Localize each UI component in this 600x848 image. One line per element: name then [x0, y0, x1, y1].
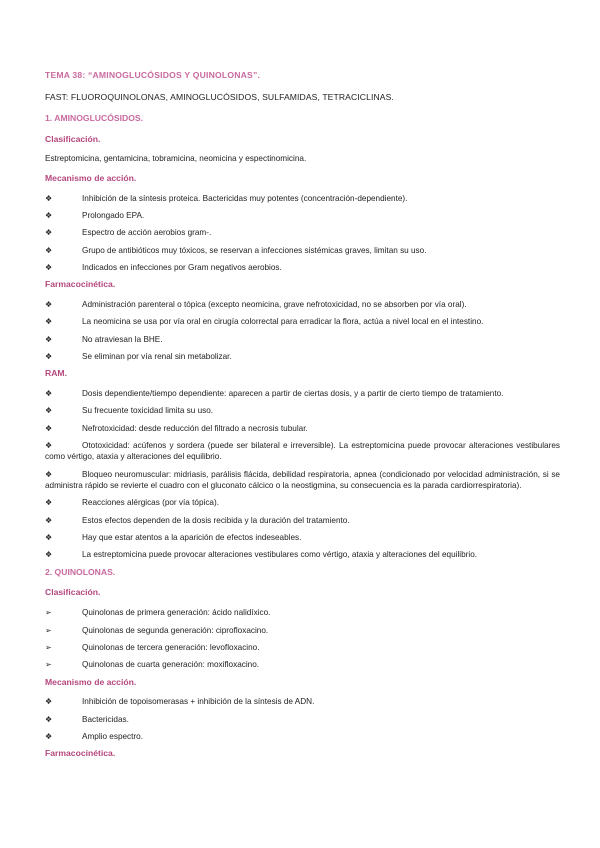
quinolonas-clasificacion-list	[45, 607, 560, 670]
list-item: ❖ Reacciones alérgicas (por vía tópica).	[45, 498, 219, 508]
list-item: ❖ Indicados en infecciones por Gram negativos aerobios.	[45, 262, 282, 272]
list-item: ❖ Nefrotoxicidad: desde reducción del filtrado a necrosis tubular.	[45, 423, 308, 433]
subheading-clasificacion-2: Clasificación.	[45, 587, 101, 598]
list-item: ➢ Quinolonas de segunda generación: ciprofloxacino.	[45, 625, 269, 635]
list-item: ❖ Inhibición de topoisomerasas + inhibición de la síntesis de ADN.	[45, 697, 315, 707]
list-item: ❖ Prolongado EPA.	[45, 210, 145, 220]
list-item: ❖ Inhibición de la síntesis proteica. Bactericidas muy potentes (concentración-dependiente).	[45, 193, 408, 203]
ram-list	[45, 388, 560, 560]
arrow-bullet-icon: ➢	[45, 608, 52, 618]
diamond-bullet-icon: ❖	[45, 334, 53, 344]
diamond-bullet-icon: ❖	[45, 550, 53, 560]
diamond-bullet-icon: ❖	[45, 389, 53, 399]
list-item: ❖ Hay que estar atentos a la aparición de efectos indeseables.	[45, 532, 302, 542]
list-item: ❖ Estos efectos dependen de la dosis recibida y la duración del tratamiento.	[45, 515, 350, 525]
diamond-bullet-icon: ❖	[45, 697, 53, 707]
list-item: ❖ La estreptomicina puede provocar alteraciones vestibulares como vértigo, ataxia y alteraciones del equilibrio.	[45, 550, 478, 560]
list-item: ❖ La neomicina se usa por vía oral en cirugía colorrectal para erradicar la flora, actúa a nivel local en el intestino.	[45, 317, 484, 327]
farmacocinetica-list	[45, 299, 560, 362]
list-item: ➢ Quinolonas de primera generación: ácido nalidíxico.	[45, 608, 271, 618]
section-heading-aminoglucosidos: 1. AMINOGLUCÓSIDOS.	[45, 112, 144, 123]
subheading-ram: RAM.	[45, 368, 67, 379]
mecanismo-list	[45, 193, 560, 274]
diamond-bullet-icon: ❖	[45, 714, 53, 724]
subheading-farmacocinetica-2: Farmacocinética.	[45, 748, 116, 759]
subheading-clasificacion: Clasificación.	[45, 133, 101, 144]
diamond-bullet-icon: ❖	[45, 406, 53, 416]
diamond-bullet-icon: ❖	[45, 210, 53, 220]
arrow-bullet-icon: ➢	[45, 660, 52, 670]
list-item: ❖ Bactericidas.	[45, 714, 129, 724]
diamond-bullet-icon: ❖	[45, 441, 53, 451]
diamond-bullet-icon: ❖	[45, 228, 53, 238]
list-item: ❖ Dosis dependiente/tiempo dependiente: aparecen a partir de ciertas dosis, y a partir de cierto tiempo de tratamiento.	[45, 389, 504, 399]
list-item: ❖ Espectro de acción aerobios gram-.	[45, 228, 212, 238]
diamond-bullet-icon: ❖	[45, 515, 53, 525]
list-item: ❖ Grupo de antibióticos muy tóxicos, se reservan a infecciones sistémicas graves, limitan su uso.	[45, 245, 427, 255]
list-item: ❖ Administración parenteral o tópica (excepto neomicina, grave nefrotoxicidad, no se absorben por vía oral).	[45, 300, 467, 310]
diamond-bullet-icon: ❖	[45, 469, 53, 479]
quinolonas-mecanismo-list	[45, 696, 560, 742]
diamond-bullet-icon: ❖	[45, 245, 53, 255]
list-item: ➢ Quinolonas de cuarta generación: moxifloxacino.	[45, 660, 260, 670]
diamond-bullet-icon: ❖	[45, 732, 53, 742]
diamond-bullet-icon: ❖	[45, 317, 53, 327]
subheading-mecanismo-2: Mecanismo de acción.	[45, 676, 137, 687]
diamond-bullet-icon: ❖	[45, 300, 53, 310]
document-page	[45, 70, 560, 768]
list-item: ❖ Ototoxicidad: acúfenos y sordera (puede ser bilateral e irreversible). La estreptomicina puede provocar alteraciones vestibulares como vértigo, ataxia y alteraciones del equilibrio.	[45, 441, 560, 462]
diamond-bullet-icon: ❖	[45, 193, 53, 203]
list-item: ❖ Amplio espectro.	[45, 732, 143, 742]
list-item: ➢ Quinolonas de tercera generación: levofloxacino.	[45, 642, 260, 652]
diamond-bullet-icon: ❖	[45, 262, 53, 272]
diamond-bullet-icon: ❖	[45, 498, 53, 508]
list-item: ❖ Su frecuente toxicidad limita su uso.	[45, 406, 214, 416]
list-item: ❖ No atraviesan la BHE.	[45, 334, 163, 344]
arrow-bullet-icon: ➢	[45, 642, 52, 652]
diamond-bullet-icon: ❖	[45, 532, 53, 542]
document-title: TEMA 38: “AMINOGLUCÓSIDOS Y QUINOLONAS”.	[45, 70, 261, 80]
subheading-farmacocinetica: Farmacocinética.	[45, 279, 116, 290]
list-item: ❖ Se eliminan por vía renal sin metabolizar.	[45, 351, 232, 361]
section-heading-quinolonas: 2. QUINOLONAS.	[45, 566, 116, 577]
subheading-mecanismo: Mecanismo de acción.	[45, 172, 137, 183]
arrow-bullet-icon: ➢	[45, 625, 52, 635]
diamond-bullet-icon: ❖	[45, 423, 53, 433]
fast-line: FAST: FLUOROQUINOLONAS, AMINOGLUCÓSIDOS, SULFAMIDAS, TETRACICLINAS.	[45, 91, 394, 102]
list-item: ❖ Bloqueo neuromuscular: midriasis, parálisis flácida, debilidad respiratoria, apnea (condicionado por velocidad administración, si se administra rápido se revierte el cuadro con el gluconato cálcico o la neostigmina, su consecuencia es la parada cardiorrespiratoria).	[45, 469, 560, 491]
clasificacion-text: Estreptomicina, gentamicina, tobramicina, neomicina y espectinomicina.	[45, 154, 307, 164]
diamond-bullet-icon: ❖	[45, 351, 53, 361]
